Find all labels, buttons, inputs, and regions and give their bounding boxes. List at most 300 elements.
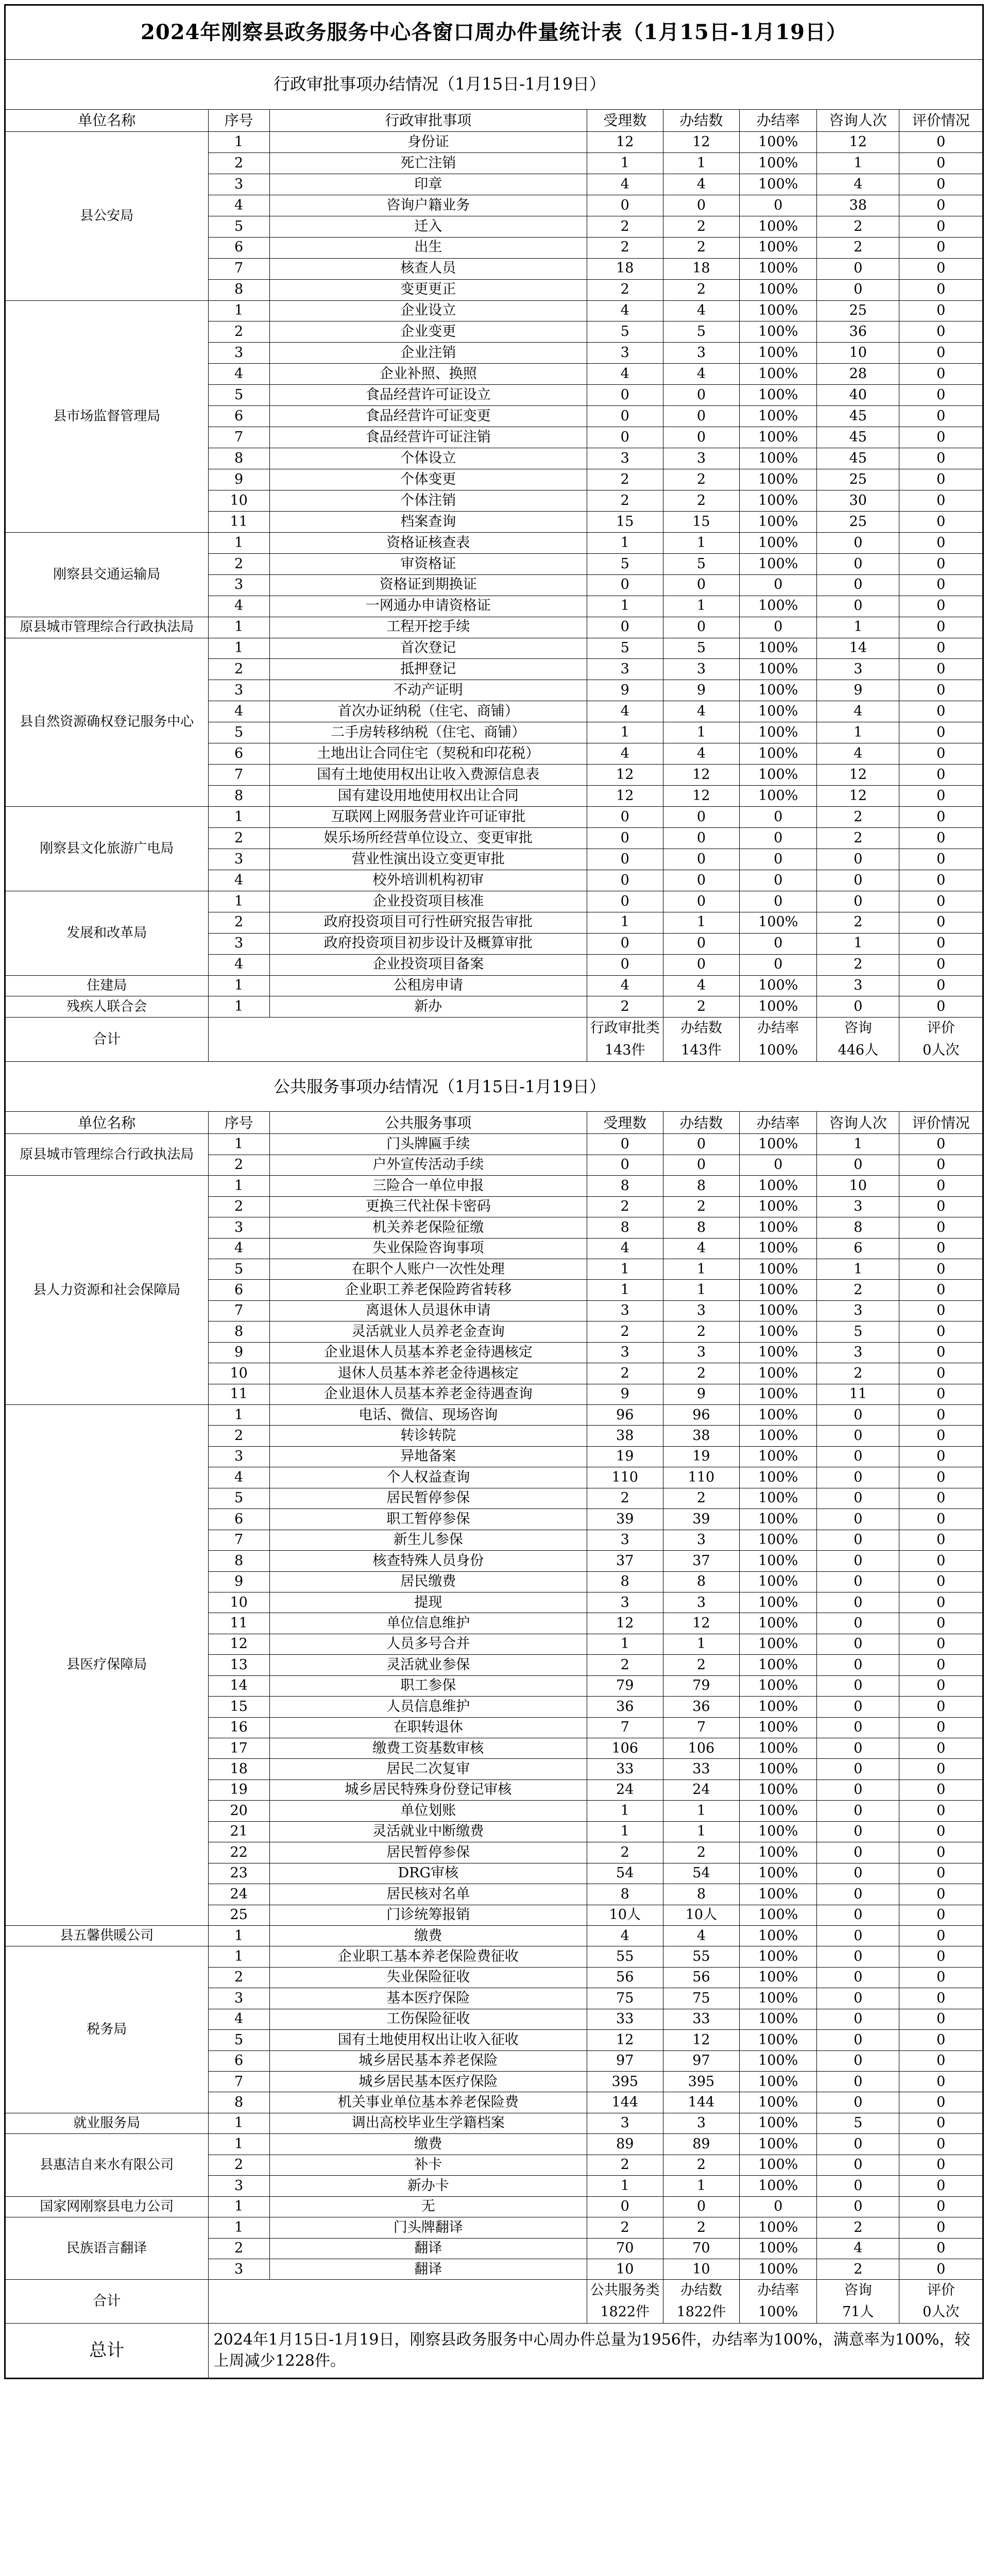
table-cell: 100% — [740, 1925, 817, 1946]
table-cell: 在职个人账户一次性处理 — [269, 1259, 587, 1279]
table-cell: 6 — [208, 743, 269, 765]
table-cell: 5 — [208, 1259, 269, 1279]
table-cell: 0 — [899, 1342, 983, 1363]
table-cell: 0 — [817, 1884, 899, 1905]
table-cell: 0 — [740, 2196, 817, 2217]
summary-spacer — [208, 2280, 587, 2324]
table-cell: 0 — [587, 385, 663, 406]
table-cell: 0 — [587, 574, 663, 596]
total-note: 2024年1月15日-1月19日，刚察县政务服务中心周办件总量为1956件，办结率为100%，满意率为100%，较上周减少1228件。 — [208, 2324, 982, 2378]
table-cell: 资格证到期换证 — [269, 574, 587, 596]
table-cell: 10 — [208, 490, 269, 511]
table-cell: 2 — [663, 216, 740, 237]
table-cell: 19 — [208, 1780, 269, 1800]
column-header: 公共服务事项 — [269, 1112, 587, 1134]
table-cell: 3 — [663, 1300, 740, 1321]
table-cell: 70 — [663, 2238, 740, 2259]
table-cell: 个人权益查询 — [269, 1467, 587, 1488]
table-cell: 3 — [208, 174, 269, 195]
table-cell: 23 — [208, 1863, 269, 1884]
summary-value: 0人次 — [899, 2301, 983, 2323]
table-row — [6, 996, 983, 1018]
column-header: 序号 — [208, 1112, 269, 1134]
table-cell: 0 — [663, 849, 740, 870]
table-cell: 0 — [817, 2030, 899, 2050]
table-cell: 12 — [663, 2030, 740, 2050]
table-cell: 45 — [817, 448, 899, 469]
table-cell: 10 — [663, 2259, 740, 2279]
table-cell: 翻译 — [269, 2238, 587, 2259]
table-cell: 企业注销 — [269, 343, 587, 364]
table-cell: 100% — [740, 1571, 817, 1592]
table-row — [6, 975, 983, 996]
table-cell: 100% — [740, 237, 817, 258]
table-cell: 24 — [587, 1780, 663, 1800]
table-cell: 0 — [587, 617, 663, 638]
table-cell: 0 — [663, 933, 740, 954]
table-cell: 0 — [899, 1967, 983, 1988]
table-cell: 4 — [587, 300, 663, 321]
table-cell: 0 — [817, 279, 899, 300]
table-cell: 100% — [740, 596, 817, 617]
table-cell: 100% — [740, 132, 817, 153]
table-cell: 在职转退休 — [269, 1717, 587, 1738]
table-cell: 1 — [208, 300, 269, 321]
unit-name: 县医疗保障局 — [6, 1405, 209, 1926]
statistics-document — [4, 4, 984, 2379]
table-cell: 89 — [663, 2134, 740, 2155]
table-cell: 100% — [740, 553, 817, 574]
table-row — [6, 1925, 983, 1946]
table-cell: 0 — [899, 1217, 983, 1238]
table-cell: 100% — [740, 2050, 817, 2071]
table-cell: 三险合一单位申报 — [269, 1176, 587, 1196]
table-cell: 1 — [208, 1176, 269, 1196]
table-cell: 5 — [208, 722, 269, 743]
table-cell: 3 — [817, 1196, 899, 1217]
table-cell: 97 — [587, 2050, 663, 2071]
table-cell: 资格证核查表 — [269, 532, 587, 553]
table-cell: 100% — [740, 1801, 817, 1821]
table-cell: 4 — [587, 1925, 663, 1946]
table-cell: 0 — [899, 1842, 983, 1863]
table-cell: 0 — [899, 427, 983, 448]
column-header: 行政审批事项 — [269, 110, 587, 132]
table-cell: 城乡居民特殊身份登记审核 — [269, 1780, 587, 1800]
table-cell: 4 — [817, 2238, 899, 2259]
table-cell: 0 — [817, 849, 899, 870]
table-cell: 4 — [817, 701, 899, 722]
table-cell: 1 — [208, 617, 269, 638]
table-cell: 4 — [208, 596, 269, 617]
table-cell: 0 — [817, 2155, 899, 2175]
table-cell: 395 — [587, 2072, 663, 2092]
table-cell: 0 — [899, 2072, 983, 2092]
table-cell: 0 — [899, 996, 983, 1018]
column-header: 单位名称 — [6, 110, 209, 132]
table-cell: 100% — [740, 2134, 817, 2155]
table-cell: 0 — [899, 1176, 983, 1196]
table-cell: 12 — [587, 786, 663, 807]
table-cell: 3 — [817, 659, 899, 680]
table-cell: 56 — [663, 1967, 740, 1988]
table-row — [6, 2196, 983, 2217]
table-cell: 1 — [587, 1801, 663, 1821]
table-row — [6, 1176, 983, 1196]
table-cell: 0 — [899, 1613, 983, 1634]
table-cell: 4 — [587, 174, 663, 195]
table-cell: 100% — [740, 1551, 817, 1571]
unit-name: 住建局 — [6, 975, 209, 996]
table-cell: 门头牌匾手续 — [269, 1134, 587, 1155]
table-cell: 100% — [740, 1738, 817, 1759]
table-cell: 0 — [587, 849, 663, 870]
unit-name: 县公安局 — [6, 132, 209, 301]
table-cell: 4 — [663, 701, 740, 722]
table-cell: 100% — [740, 427, 817, 448]
table-cell: 15 — [208, 1697, 269, 1717]
table-cell: 1 — [208, 2113, 269, 2133]
table-cell: 100% — [740, 174, 817, 195]
table-cell: 4 — [587, 701, 663, 722]
table-cell: 100% — [740, 1530, 817, 1550]
table-cell: 居民核对名单 — [269, 1884, 587, 1905]
table-cell: 5 — [817, 1321, 899, 1342]
table-cell: 食品经营许可证变更 — [269, 406, 587, 427]
column-header: 办结率 — [740, 1112, 817, 1134]
table-cell: 0 — [899, 469, 983, 490]
table-cell: 2 — [663, 1363, 740, 1384]
summary-label: 合计 — [6, 1018, 209, 1062]
table-cell: 100% — [740, 448, 817, 469]
table-cell: 1 — [663, 596, 740, 617]
table-cell: 10人 — [587, 1905, 663, 1925]
table-cell: 12 — [587, 1613, 663, 1634]
table-cell: 1 — [663, 1821, 740, 1842]
table-cell: 37 — [587, 1551, 663, 1571]
table-cell: 食品经营许可证注销 — [269, 427, 587, 448]
table-row — [6, 807, 983, 828]
table-cell: 2 — [817, 1363, 899, 1384]
table-cell: 40 — [817, 385, 899, 406]
table-cell: 失业保险咨询事项 — [269, 1238, 587, 1259]
table-cell: 0 — [817, 1613, 899, 1634]
table-cell: 14 — [817, 638, 899, 659]
table-cell: 2 — [587, 237, 663, 258]
column-header: 单位名称 — [6, 1112, 209, 1134]
table-cell: 8 — [587, 1884, 663, 1905]
table-cell: 36 — [663, 1697, 740, 1717]
table-cell: 0 — [899, 1238, 983, 1259]
table-cell: 公租房申请 — [269, 975, 587, 996]
table-cell: 100% — [740, 532, 817, 553]
table-cell: 1 — [208, 132, 269, 153]
table-cell: 1 — [208, 532, 269, 553]
table-cell: 2 — [587, 1363, 663, 1384]
table-cell: 出生 — [269, 237, 587, 258]
table-cell: 0 — [817, 553, 899, 574]
table-cell: 100% — [740, 343, 817, 364]
table-cell: 0 — [817, 1759, 899, 1780]
table-cell: 54 — [587, 1863, 663, 1884]
table-cell: 0 — [817, 1863, 899, 1884]
table-cell: 迁入 — [269, 216, 587, 237]
table-cell: 100% — [740, 2113, 817, 2133]
table-cell: 1 — [817, 1259, 899, 1279]
table-cell: 5 — [208, 216, 269, 237]
table-cell: 12 — [587, 2030, 663, 2050]
table-cell: 0 — [817, 1821, 899, 1842]
table-cell: 0 — [899, 680, 983, 701]
table-cell: 100% — [740, 2072, 817, 2092]
table-cell: 0 — [899, 2176, 983, 2196]
table-cell: 0 — [899, 849, 983, 870]
table-cell: 100% — [740, 1884, 817, 1905]
table-cell: 2 — [663, 996, 740, 1018]
table-cell: 企业投资项目备案 — [269, 954, 587, 975]
table-cell: 5 — [663, 638, 740, 659]
table-cell: 0 — [899, 659, 983, 680]
table-cell: 0 — [817, 1592, 899, 1613]
table-cell: 18 — [587, 258, 663, 279]
table-cell: 33 — [587, 1759, 663, 1780]
table-cell: 1 — [208, 638, 269, 659]
table-cell: 4 — [208, 870, 269, 891]
table-cell: 100% — [740, 1405, 817, 1426]
table-cell: 0 — [817, 1634, 899, 1654]
table-cell: 新办卡 — [269, 2176, 587, 2196]
table-cell: 3 — [663, 1592, 740, 1613]
column-header: 评价情况 — [899, 1112, 983, 1134]
table-cell: 企业职工养老保险跨省转移 — [269, 1280, 587, 1300]
table-row — [6, 1134, 983, 1155]
table-cell: 3 — [663, 659, 740, 680]
table-cell: 机关事业单位基本养老保险费 — [269, 2092, 587, 2113]
table-cell: 19 — [587, 1446, 663, 1467]
table-cell: 0 — [587, 1134, 663, 1155]
table-cell: 1 — [663, 152, 740, 174]
unit-name: 就业服务局 — [6, 2113, 209, 2133]
table-cell: 10 — [817, 1176, 899, 1196]
table-cell: 2 — [817, 1280, 899, 1300]
table-cell: 75 — [663, 1988, 740, 2009]
table-cell: 4 — [663, 364, 740, 385]
table-cell: 0 — [740, 195, 817, 216]
table-cell: 3 — [817, 975, 899, 996]
table-cell: DRG审核 — [269, 1863, 587, 1884]
table-cell: 1 — [663, 1259, 740, 1279]
unit-name: 刚察县文化旅游广电局 — [6, 807, 209, 891]
table-cell: 1 — [817, 1134, 899, 1155]
table-cell: 不动产证明 — [269, 680, 587, 701]
table-cell: 0 — [817, 2009, 899, 2029]
table-cell: 3 — [663, 1530, 740, 1550]
table-cell: 0 — [899, 954, 983, 975]
table-cell: 33 — [663, 2009, 740, 2029]
table-cell: 16 — [208, 1717, 269, 1738]
table-cell: 3 — [817, 1300, 899, 1321]
table-cell: 100% — [740, 701, 817, 722]
table-cell: 3 — [587, 659, 663, 680]
table-cell: 6 — [817, 1238, 899, 1259]
table-cell: 3 — [587, 1300, 663, 1321]
unit-name: 县惠洁自来水有限公司 — [6, 2134, 209, 2196]
table-cell: 灵活就业人员养老金查询 — [269, 1321, 587, 1342]
table-cell: 企业退休人员基本养老金待遇核定 — [269, 1342, 587, 1363]
table-cell: 9 — [587, 1384, 663, 1404]
table-cell: 8 — [587, 1571, 663, 1592]
admin-section-title-row — [6, 60, 983, 110]
table-cell: 395 — [663, 2072, 740, 2092]
table-cell: 居民二次复审 — [269, 1759, 587, 1780]
summary-head: 公共服务类 — [587, 2280, 663, 2301]
table-cell: 1 — [663, 912, 740, 933]
table-cell: 2 — [208, 152, 269, 174]
table-cell: 0 — [817, 1801, 899, 1821]
table-cell: 1 — [587, 2176, 663, 2196]
table-cell: 0 — [899, 743, 983, 765]
public-section-title: 公共服务事项办结情况（1月15日-1月19日） — [6, 1062, 983, 1112]
table-cell: 0 — [899, 1925, 983, 1946]
table-cell: 0 — [899, 258, 983, 279]
table-cell: 3 — [587, 343, 663, 364]
table-cell: 19 — [663, 1446, 740, 1467]
table-cell: 2 — [663, 1655, 740, 1675]
table-cell: 2 — [208, 827, 269, 849]
table-cell: 3 — [208, 1446, 269, 1467]
table-cell: 企业变更 — [269, 321, 587, 343]
table-cell: 企业退休人员基本养老金待遇查询 — [269, 1384, 587, 1404]
table-cell: 89 — [587, 2134, 663, 2155]
table-cell: 12 — [817, 786, 899, 807]
table-cell: 4 — [663, 1238, 740, 1259]
public-header-row — [6, 1112, 983, 1134]
table-cell: 0 — [587, 891, 663, 912]
table-cell: 2 — [663, 469, 740, 490]
table-cell: 25 — [817, 469, 899, 490]
table-cell: 2 — [587, 1842, 663, 1863]
table-cell: 79 — [663, 1675, 740, 1696]
table-cell: 0 — [899, 2134, 983, 2155]
table-cell: 1 — [817, 617, 899, 638]
table-cell: 新生儿参保 — [269, 1530, 587, 1550]
table-cell: 100% — [740, 321, 817, 343]
table-cell: 0 — [899, 195, 983, 216]
table-cell: 单位划账 — [269, 1801, 587, 1821]
table-cell: 档案查询 — [269, 511, 587, 532]
table-cell: 翻译 — [269, 2259, 587, 2279]
table-cell: 0 — [899, 1509, 983, 1530]
table-cell: 0 — [899, 1196, 983, 1217]
column-header: 受理数 — [587, 110, 663, 132]
table-cell: 7 — [208, 765, 269, 786]
table-cell: 0 — [899, 1446, 983, 1467]
summary-head: 办结率 — [740, 1018, 817, 1040]
table-row — [6, 617, 983, 638]
table-row — [6, 2113, 983, 2133]
table-cell: 电话、微信、现场咨询 — [269, 1405, 587, 1426]
table-row — [6, 132, 983, 153]
table-cell: 30 — [817, 490, 899, 511]
table-cell: 转诊转院 — [269, 1426, 587, 1446]
table-cell: 2 — [587, 2217, 663, 2238]
table-cell: 1 — [208, 807, 269, 828]
table-cell: 0 — [899, 722, 983, 743]
table-cell: 0 — [899, 891, 983, 912]
table-cell: 100% — [740, 1426, 817, 1446]
table-cell: 8 — [663, 1571, 740, 1592]
table-cell: 2 — [208, 553, 269, 574]
table-cell: 10人 — [663, 1905, 740, 1925]
table-cell: 0 — [899, 2050, 983, 2071]
table-cell: 100% — [740, 912, 817, 933]
table-cell: 0 — [663, 1155, 740, 1175]
table-cell: 10 — [817, 343, 899, 364]
table-cell: 2 — [817, 237, 899, 258]
table-cell: 56 — [587, 1967, 663, 1988]
table-cell: 0 — [740, 849, 817, 870]
column-header: 办结率 — [740, 110, 817, 132]
summary-value: 100% — [740, 2301, 817, 2323]
table-cell: 0 — [899, 2113, 983, 2133]
table-cell: 0 — [899, 1592, 983, 1613]
table-cell: 2 — [208, 1155, 269, 1175]
table-cell: 4 — [663, 174, 740, 195]
table-cell: 核查特殊人员身份 — [269, 1551, 587, 1571]
table-cell: 0 — [899, 1571, 983, 1592]
table-cell: 15 — [663, 511, 740, 532]
table-cell: 0 — [817, 1571, 899, 1592]
table-cell: 100% — [740, 1176, 817, 1196]
table-cell: 9 — [663, 680, 740, 701]
table-cell: 0 — [899, 1426, 983, 1446]
table-cell: 0 — [587, 807, 663, 828]
table-cell: 4 — [587, 1238, 663, 1259]
summary-spacer — [208, 1018, 587, 1062]
table-cell: 96 — [663, 1405, 740, 1426]
table-cell: 0 — [663, 406, 740, 427]
table-cell: 0 — [587, 870, 663, 891]
table-cell: 0 — [740, 807, 817, 828]
table-cell: 5 — [208, 1488, 269, 1509]
table-cell: 2 — [817, 216, 899, 237]
column-header: 评价情况 — [899, 110, 983, 132]
table-cell: 0 — [740, 933, 817, 954]
table-cell: 核查人员 — [269, 258, 587, 279]
table-cell: 7 — [208, 1300, 269, 1321]
table-cell: 1 — [817, 152, 899, 174]
table-cell: 100% — [740, 2030, 817, 2050]
table-cell: 3 — [208, 1988, 269, 2009]
table-cell: 7 — [208, 2072, 269, 2092]
table-cell: 缴费 — [269, 2134, 587, 2155]
table-cell: 3 — [663, 1342, 740, 1363]
summary-value: 71人 — [817, 2301, 899, 2323]
table-cell: 0 — [899, 1634, 983, 1654]
table-cell: 0 — [817, 2072, 899, 2092]
table-cell: 居民暂停参保 — [269, 1842, 587, 1863]
table-cell: 5 — [663, 553, 740, 574]
table-cell: 2 — [208, 659, 269, 680]
table-cell: 100% — [740, 1509, 817, 1530]
table-cell: 2 — [208, 321, 269, 343]
table-cell: 0 — [899, 553, 983, 574]
table-cell: 0 — [899, 132, 983, 153]
table-cell: 1 — [208, 996, 269, 1018]
table-cell: 9 — [208, 469, 269, 490]
table-cell: 0 — [899, 786, 983, 807]
column-header: 受理数 — [587, 1112, 663, 1134]
